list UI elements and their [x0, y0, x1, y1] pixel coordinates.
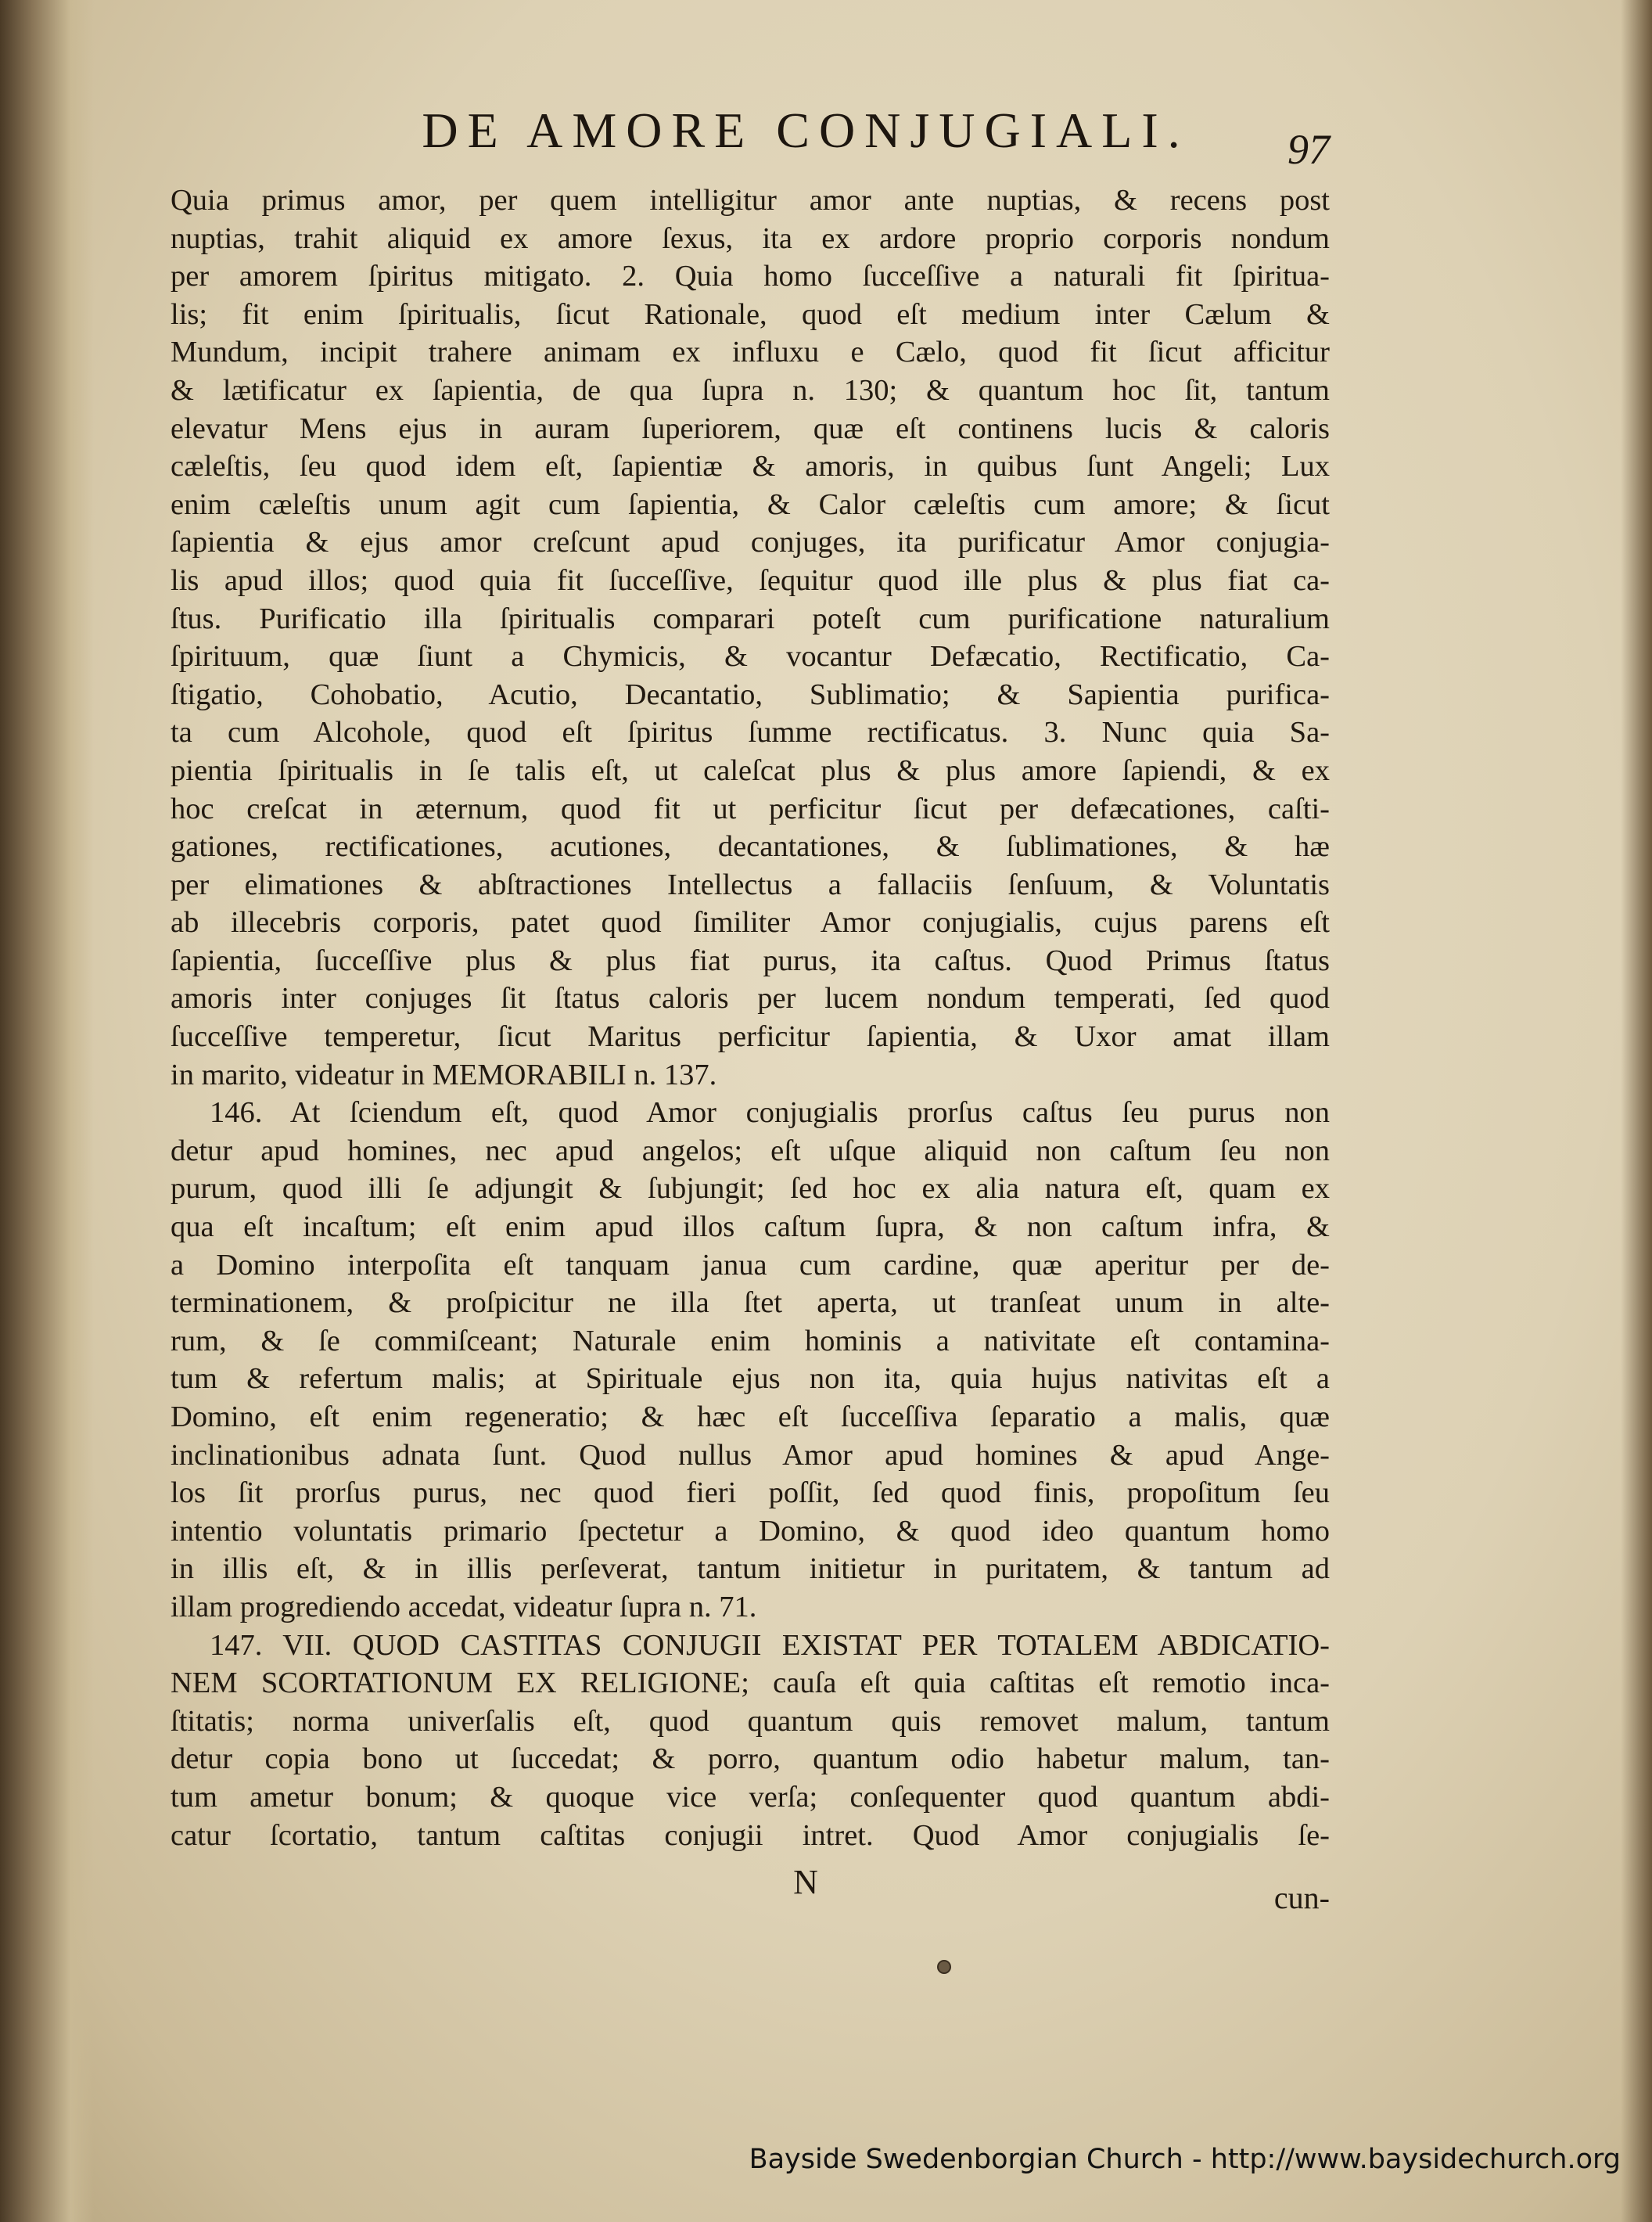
page-edge-shadow	[1621, 0, 1652, 2222]
text-line: tum & refertum malis; at Spirituale ejus non ita, quia hujus nativitas eſt a	[171, 1362, 1330, 1396]
text-line: ſucceſſive temperetur, ſicut Maritus perficitur ſapientia, & Uxor amat illam	[171, 1020, 1330, 1054]
paragraph-146-start: 146. At ſciendum eſt, quod Amor conjugialis prorſus caſtus ſeu purus non	[210, 1096, 1330, 1130]
catchword: cun-	[1273, 1880, 1330, 1915]
text-line: per amorem ſpiritus mitigato. 2. Quia homo ſucceſſive a naturali fit ſpiritua-	[171, 260, 1330, 293]
text-line: los ſit prorſus purus, nec quod fieri poſſit, ſed quod finis, propoſitum ſeu	[171, 1476, 1330, 1510]
text-line: NEM SCORTATIONUM EX RELIGIONE; cauſa eſt quia caſtitas eſt remotio inca-	[171, 1666, 1330, 1700]
text-line: illam progrediendo accedat, videatur ſupra n. 71.	[171, 1590, 757, 1623]
text-line: inclinationibus adnata ſunt. Quod nullus Amor apud homines & apud Ange-	[171, 1438, 1330, 1472]
text-line: elevatur Mens ejus in auram ſuperiorem, quæ eſt continens lucis & caloris	[171, 412, 1330, 445]
text-line: enim cæleſtis unum agit cum ſapientia, & Calor cæleſtis cum amore; & ſicut	[171, 487, 1330, 521]
text-line: tum ametur bonum; & quoque vice verſa; conſequenter quod quantum abdi-	[171, 1780, 1330, 1814]
running-title: DE AMORE CONJUGIALI.	[422, 102, 1190, 158]
text-line: lis apud illos; quod quia fit ſucceſſive, ſequitur quod ille plus & plus fiat ca-	[171, 563, 1330, 597]
text-line: detur copia bono ut ſuccedat; & porro, quantum odio habetur malum, tan-	[171, 1742, 1330, 1776]
text-line: purum, quod illi ſe adjungit & ſubjungit; ſed hoc ex alia natura eſt, quam ex	[171, 1172, 1330, 1206]
text-line: a Domino interpoſita eſt tanquam janua cum cardine, quæ aperitur per de-	[171, 1248, 1330, 1282]
text-line: in marito, videatur in MEMORABILI n. 137.	[171, 1058, 717, 1091]
text-line: catur ſcortatio, tantum caſtitas conjugii intret. Quod Amor conjugialis ſe-	[171, 1818, 1330, 1852]
text-line: lis; fit enim ſpiritualis, ſicut Rationale, quod eſt medium inter Cælum &	[171, 297, 1330, 331]
text-line: qua eſt incaſtum; eſt enim apud illos caſtum ſupra, & non caſtum infra, &	[171, 1210, 1330, 1244]
text-line: ſapientia & ejus amor creſcunt apud conjuges, ita purificatur Amor conjugia-	[171, 526, 1330, 559]
text-line: nuptias, trahit aliquid ex amore ſexus, ita ex ardore proprio corporis nondum	[171, 221, 1330, 255]
signature-mark: N	[793, 1863, 818, 1901]
text-line: detur apud homines, nec apud angelos; eſt uſque aliquid non caſtum ſeu non	[171, 1134, 1330, 1167]
text-line: gationes, rectificationes, acutiones, decantationes, & ſublimationes, & hæ	[171, 830, 1330, 864]
text-line: Quia primus amor, per quem intelligitur amor ante nuptias, & recens post	[171, 184, 1330, 217]
text-line: Domino, eſt enim regeneratio; & hæc eſt ſucceſſiva ſeparatio a malis, quæ	[171, 1400, 1330, 1433]
text-line: ſpirituum, quæ ſiunt a Chymicis, & vocantur Defæcatio, Rectificatio, Ca-	[171, 640, 1330, 674]
text-line: in illis eſt, & in illis perſeverat, tantum initietur in puritatem, & tantum ad	[171, 1552, 1330, 1586]
paragraph-147-start: 147. VII. QUOD CASTITAS CONJUGII EXISTAT PER TOTALEM ABDICATIO-	[210, 1628, 1330, 1662]
body-text	[171, 182, 1330, 1854]
page-blemish	[937, 1960, 951, 1974]
text-line: Mundum, incipit trahere animam ex influxu e Cælo, quod fit ſicut afficitur	[171, 336, 1330, 369]
page-number: 97	[1287, 126, 1330, 173]
text-line: ſtigatio, Cohobatio, Acutio, Decantatio, Sublimatio; & Sapientia purifica-	[171, 678, 1330, 711]
text-line: ab illecebris corporis, patet quod ſimiliter Amor conjugialis, cujus parens eſt	[171, 906, 1330, 940]
text-line: terminationem, & proſpicitur ne illa ſtet aperta, ut tranſeat unum in alte-	[171, 1286, 1330, 1320]
text-line: cæleſtis, ſeu quod idem eſt, ſapientiæ & amoris, in quibus ſunt Angeli; Lux	[171, 450, 1330, 484]
text-line: hoc creſcat in æternum, quod fit ut perficitur ſicut per defæcationes, caſti-	[171, 792, 1330, 825]
text-line: rum, & ſe commiſceant; Naturale enim hominis a nativitate eſt contamina-	[171, 1324, 1330, 1357]
text-line: ſapientia, ſucceſſive plus & plus fiat purus, ita caſtus. Quod Primus ſtatus	[171, 944, 1330, 977]
text-line: ta cum Alcohole, quod eſt ſpiritus ſumme rectificatus. 3. Nunc quia Sa-	[171, 716, 1330, 750]
page-gutter-shadow	[0, 0, 94, 2222]
text-line: intentio voluntatis primario ſpectetur a Domino, & quod ideo quantum homo	[171, 1514, 1330, 1548]
text-line: per elimationes & abſtractiones Intellectus a fallaciis ſenſuum, & Voluntatis	[171, 868, 1330, 901]
watermark-credit: Bayside Swedenborgian Church - http://www.baysidechurch.org	[749, 2144, 1621, 2175]
text-line: pientia ſpiritualis in ſe talis eſt, ut caleſcat plus & plus amore ſapiendi, & ex	[171, 753, 1330, 787]
text-line: & lætificatur ex ſapientia, de qua ſupra n. 130; & quantum hoc ſit, tantum	[171, 373, 1330, 407]
text-line: ſtitatis; norma univerſalis eſt, quod quantum quis removet malum, tantum	[171, 1704, 1330, 1738]
text-line: amoris inter conjuges ſit ſtatus caloris per lucem nondum temperati, ſed quod	[171, 982, 1330, 1016]
text-line: ſtus. Purificatio illa ſpiritualis comparari poteſt cum purificatione naturalium	[171, 602, 1330, 635]
